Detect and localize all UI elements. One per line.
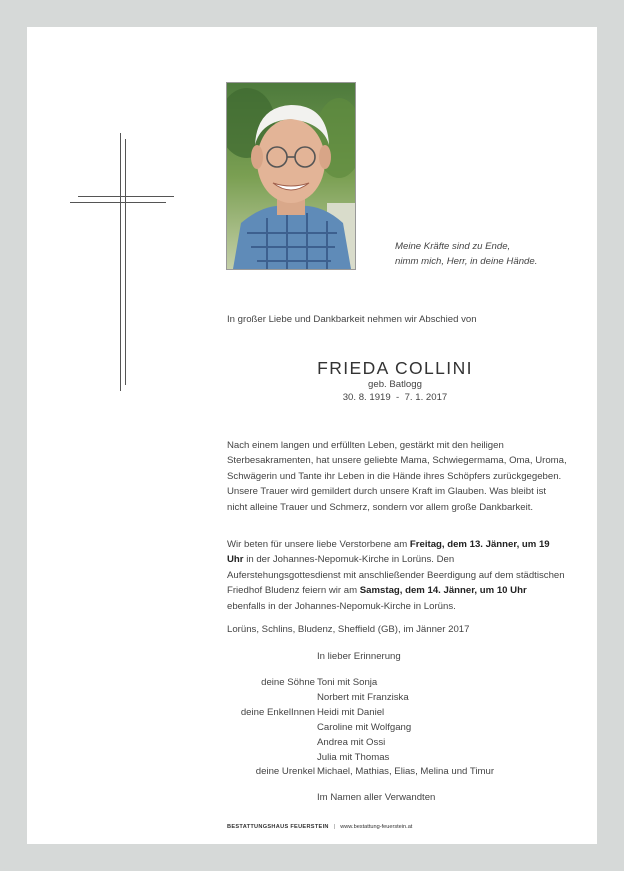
family-value: Toni mit Sonja bbox=[317, 677, 378, 688]
quote-line-2: nimm mich, Herr, in deine Hände. bbox=[395, 256, 538, 267]
family-label: deine Urenkel bbox=[255, 766, 315, 777]
service-text-3: ebenfalls in der Johannes-Nepomuk-Kirche in Lorüns. bbox=[227, 600, 456, 612]
family-value: Andrea mit Ossi bbox=[317, 737, 386, 748]
places-date: Lorüns, Schlins, Bludenz, Sheffield (GB), im Jänner 2017 bbox=[227, 624, 470, 635]
family-value: Norbert mit Franziska bbox=[317, 692, 409, 703]
family-value: Heidi mit Daniel bbox=[317, 707, 385, 718]
service-text-1: Wir beten für unsere liebe Verstorbene am bbox=[227, 539, 410, 550]
family-value: Michael, Mathias, Elias, Melina und Timur bbox=[317, 766, 495, 777]
obituary-paragraph: Nach einem langen und erfüllten Leben, gestärkt mit den heiligen Sterbesakramenten, hat unsere geliebte Mama, Schwiegermama, Oma, Uroma, Schwägerin und Tante ihr Leben in die Hände ihres Schöpfers zurückgegeben. Unsere Trauer wird gemildert durch unsere Kraft im Glauben. Was bleibt ist nicht alleine Trauer und Schmerz, sondern vor allem große Dankbarkeit. bbox=[227, 440, 567, 513]
service-date-1: Freitag, dem 13. Jänner, um 19 Uhr bbox=[227, 539, 550, 566]
family-row bbox=[227, 692, 567, 707]
life-dates: 30. 8. 1919 - 7. 1. 2017 bbox=[342, 391, 448, 403]
maiden-name: geb. Batlogg bbox=[368, 379, 422, 390]
family-row bbox=[227, 766, 567, 781]
family-label: deine Söhne bbox=[261, 677, 315, 688]
deceased-block bbox=[290, 358, 500, 404]
service-paragraph bbox=[227, 537, 567, 614]
closing-line: Im Namen aller Verwandten bbox=[317, 792, 436, 803]
family-value: Caroline mit Wolfgang bbox=[317, 722, 412, 733]
family-row bbox=[227, 707, 567, 722]
portrait-photo bbox=[226, 82, 356, 270]
family-row bbox=[227, 722, 567, 737]
memory-line: In lieber Erinnerung bbox=[317, 651, 401, 662]
family-row bbox=[227, 677, 567, 692]
footer-separator: | bbox=[333, 824, 336, 830]
intro-text: In großer Liebe und Dankbarkeit nehmen wir Abschied von bbox=[227, 314, 477, 325]
quote bbox=[395, 239, 595, 269]
family-label: deine EnkelInnen bbox=[240, 707, 315, 718]
cross-icon bbox=[70, 133, 174, 391]
funeral-home-name: BESTATTUNGSHAUS FEUERSTEIN bbox=[227, 824, 329, 830]
family-row bbox=[227, 752, 567, 767]
service-date-2: Samstag, dem 14. Jänner, um 10 Uhr bbox=[359, 585, 527, 597]
deceased-name: FRIEDA COLLINI bbox=[317, 358, 473, 378]
quote-line-1: Meine Kräfte sind zu Ende, bbox=[395, 241, 511, 252]
family-value: Julia mit Thomas bbox=[317, 752, 390, 763]
family-row bbox=[227, 737, 567, 752]
funeral-home-url: www.bestattung-feuerstein.at bbox=[340, 824, 413, 830]
service-text-2: in der Johannes-Nepomuk-Kirche in Lorüns. Den Auferstehungsgottesdienst mit anschließender Beerdigung auf dem städtischen Friedhof Bludenz feiern wir am bbox=[227, 554, 565, 597]
footer bbox=[227, 824, 412, 830]
